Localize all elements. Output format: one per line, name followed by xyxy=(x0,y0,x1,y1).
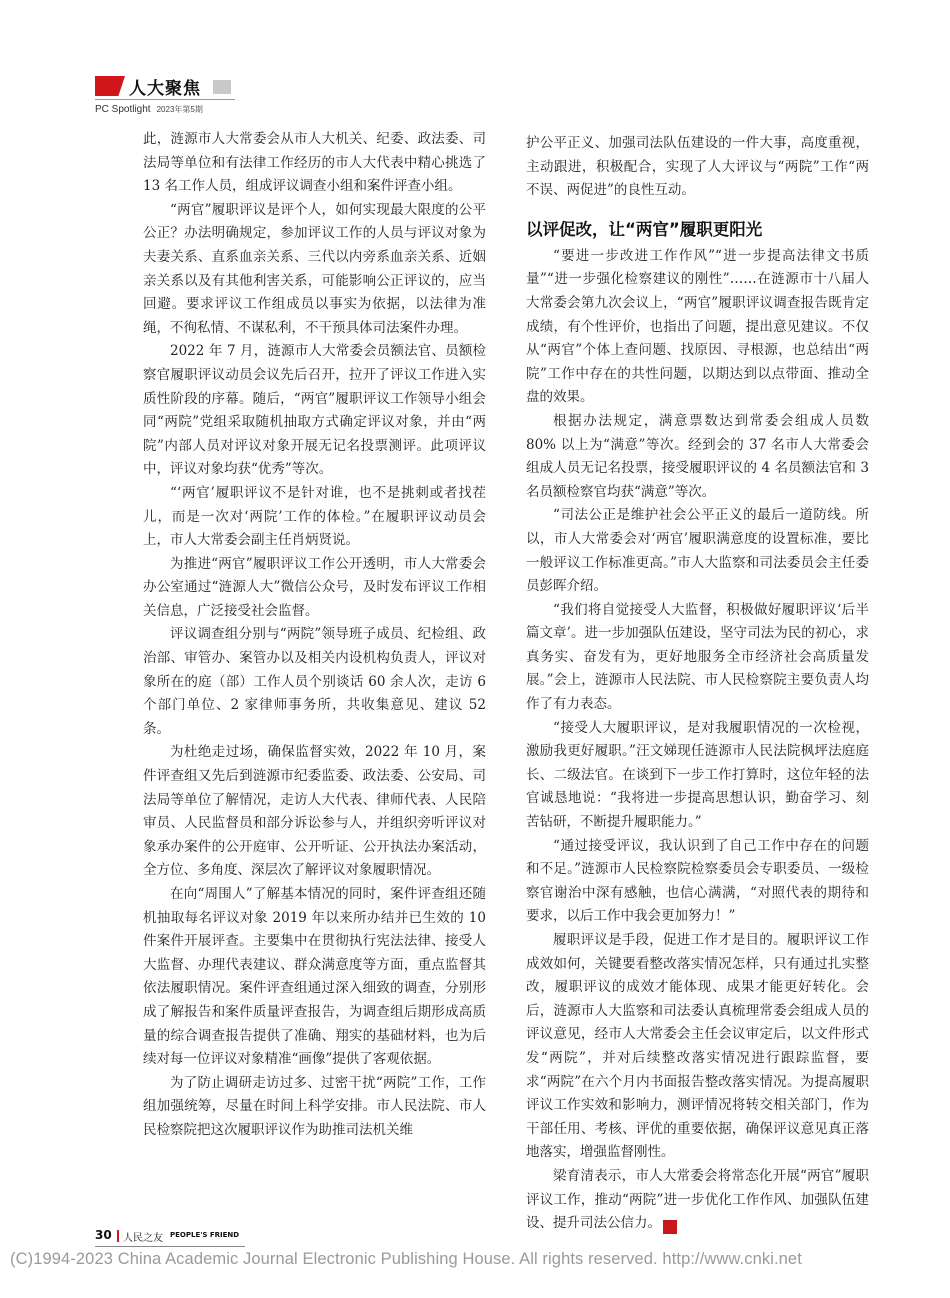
paragraph: 梁育清表示，市人大常委会将常态化开展“两官”履职评议工作，推动“两院”进一步优化工作作风、加强队伍建设、提升司法公信力。 友 xyxy=(526,1167,869,1233)
section-header xyxy=(95,76,235,99)
paragraph: 履职评议是手段，促进工作才是目的。履职评议工作成效如何，关键要看整改落实情况怎样，只有通过扎实整改，履职评议的成效才能体现、成果才能更好转化。会后，涟源市人大监察和司法委认真梳理常委会组成人员的评议意见，经市人大常委会主任会议审定后，以文件形式发“两院”，并对后续整改落实情况进行跟踪监督，要求“两院”在六个月内书面报告整改落实情况。为提高履职评议工作实效和影响力，测评情况将转交相关部门，作为干部任用、考核、评优的重要依据，确保评议意见真正落地落实，增强监督刚性。 xyxy=(526,932,869,1161)
paragraph: 评议调查组分别与“两院”领导班子成员、纪检组、政治部、审管办、案管办以及相关内设机构负责人，评议对象所在的庭（部）工作人员个别谈话 60 余人次，走访 6 个部门单位、2 家律师事务所，共收集意见、建议 52 条。 xyxy=(143,626,486,737)
paragraph: 为杜绝走过场，确保监督实效，2022 年 10 月，案件评查组又先后到涟源市纪委监委、政法委、公安局、司法局等单位了解情况，走访人大代表、律师代表、人民陪审员、人民监督员和部分诉讼参与人，并组织旁听评议对象承办案件的公开庭审、公开听证、公开执法办案活动，全方位、多角度、深层次了解评议对象履职情况。 xyxy=(143,744,486,879)
paragraph: “‘两官’履职评议不是针对谁，也不是挑刺或者找茬儿，而是一次对‘两院’工作的体检。”在履职评议动员会上，市人大常委会副主任肖炳贤说。 xyxy=(143,484,486,549)
paragraph: “我们将自觉接受人大监督，积极做好履职评议‘后半篇文章’。进一步加强队伍建设，坚守司法为民的初心，求真务实、奋发有为，更好地服务全市经济社会高质量发展。”会上，涟源市人民法院、市人民检察院主要负责人均作了有力表态。 xyxy=(526,601,869,713)
paragraph: 护公平正义、加强司法队伍建设的一件大事，高度重视，主动跟进，积极配合，实现了人大评议与“两院”工作“两不误、两促进”的良性互动。 xyxy=(526,135,869,199)
paragraph: 在向“周围人”了解基本情况的同时，案件评查组还随机抽取每名评议对象 2019 年以来所办结并已生效的 10 件案件开展评查。主要集中在贯彻执行宪法法律、接受人大监督、办理代表建议、群众满意度等方面，重点监督其依法履职情况。案件评查组通过深入细致的调查，分别形成了解报告和案件质量评查报告，为调查组后期形成高质量的综合调查报告提供了准确、翔实的基础材料，也为后续对每一位评议对象精准“画像”提供了客观依据。 xyxy=(143,886,486,1068)
header-gray-bar xyxy=(213,80,231,94)
magazine-name-en: PEOPLE'S FRIEND xyxy=(170,1231,240,1239)
paragraph: 为推进“两官”履职评议工作公开透明，市人大常委会办公室通过“涟源人大”微信公众号，及时发布评议工作相关信息，广泛接受社会监督。 xyxy=(143,555,486,619)
paragraph: “通过接受评议，我认识到了自己工作中存在的问题和不足。”涟源市人民检察院检察委员会专职委员、一级检察官谢治中深有感触，也信心满满，“对照代表的期待和要求，以后工作中我会更加努力！” xyxy=(526,837,869,925)
footer-divider-bar xyxy=(117,1230,119,1242)
copyright-notice: (C)1994-2023 China Academic Journal Electronic Publishing House. All rights reserved. http://www.cnki.net xyxy=(10,1250,802,1268)
end-mark-icon: 友 xyxy=(663,1220,677,1234)
right-column xyxy=(526,132,869,1236)
paragraph: “司法公正是维护社会公平正义的最后一道防线。所以，市人大常委会对‘两官’履职满意度的设置标准，要比一般评议工作标准更高。”市人大监察和司法委员会主任委员彭晖介绍。 xyxy=(526,507,869,595)
paragraph: 根据办法规定，满意票数达到常委会组成人员数 80% 以上为“满意”等次。经到会的 37 名市人大常委会组成人员无记名投票，接受履职评议的 4 名员额法官和 3 名员额检察官均获“满意”等次。 xyxy=(526,412,869,500)
spotlight-label: PC Spotlight xyxy=(95,104,151,115)
section-heading: 以评促改，让“两官”履职更阳光 xyxy=(526,219,763,239)
footer-rule xyxy=(95,1246,245,1247)
issue-label: 2023年第5期 xyxy=(156,105,203,114)
right-column-top xyxy=(526,132,869,203)
paragraph: 此，涟源市人大常委会从市人大机关、纪委、政法委、司法局等单位和有法律工作经历的市人大代表中精心挑选了 13 名工作人员，组成评议调查小组和案件评查小组。 xyxy=(143,131,486,195)
left-column xyxy=(143,128,486,1143)
page-number: 30 xyxy=(95,1228,112,1242)
magazine-name: 人民之友 xyxy=(123,1233,163,1244)
paragraph: 为了防止调研走访过多、过密干扰“两院”工作，工作组加强统筹，尽量在时间上科学安排。市人民法院、市人民检察院把这次履职评议作为助推司法机关维 xyxy=(143,1074,486,1138)
paragraph: “接受人大履职评议，是对我履职情况的一次检视，激励我更好履职。”汪文娣现任涟源市人民法院枫坪法庭庭长、二级法官。在谈到下一步工作打算时，这位年轻的法官诚恳地说：“我将进一步提高思想认识，勤奋学习、刻苦钻研，不断提升履职能力。” xyxy=(526,719,869,831)
header-subtitle xyxy=(95,104,203,115)
paragraph: 2022 年 7 月，涟源市人大常委会员额法官、员额检察官履职评议动员会议先后召开，拉开了评议工作进入实质性阶段的序幕。随后，“两官”履职评议工作领导小组会同“两院”党组采取随机抽取方式确定评议对象，并由“两院”内部人员对评议对象开展无记名投票测评。此项评议中，评议对象均获“优秀”等次。 xyxy=(143,343,486,478)
section-title: 人大聚焦 xyxy=(129,79,201,99)
header-divider xyxy=(95,99,235,100)
header-red-block xyxy=(95,76,125,96)
right-column-body xyxy=(526,245,869,1236)
paragraph: “两官”履职评议是评个人，如何实现最大限度的公平公正？办法明确规定，参加评议工作的人员与评议对象为夫妻关系、直系血亲关系、三代以内旁系血亲关系、近姻亲关系以及有其他利害关系，可能影响公正评议的，应当回避。要求评议工作组成员以事实为依据，以法律为准绳，不徇私情、不谋私利，不干预具体司法案件办理。 xyxy=(143,201,486,336)
paragraph: “要进一步改进工作作风”“进一步提高法律文书质量”“进一步强化检察建议的刚性”……在涟源市十八届人大常委会第九次会议上，“两官”履职评议调查报告既肯定成绩，有个性评价，也指出了问题，提出意见建议。不仅从“两官”个体上查问题、找原因、寻根源，也总结出“两院”工作中存在的共性问题，以期达到以点带面、推动全盘的效果。 xyxy=(526,247,869,406)
